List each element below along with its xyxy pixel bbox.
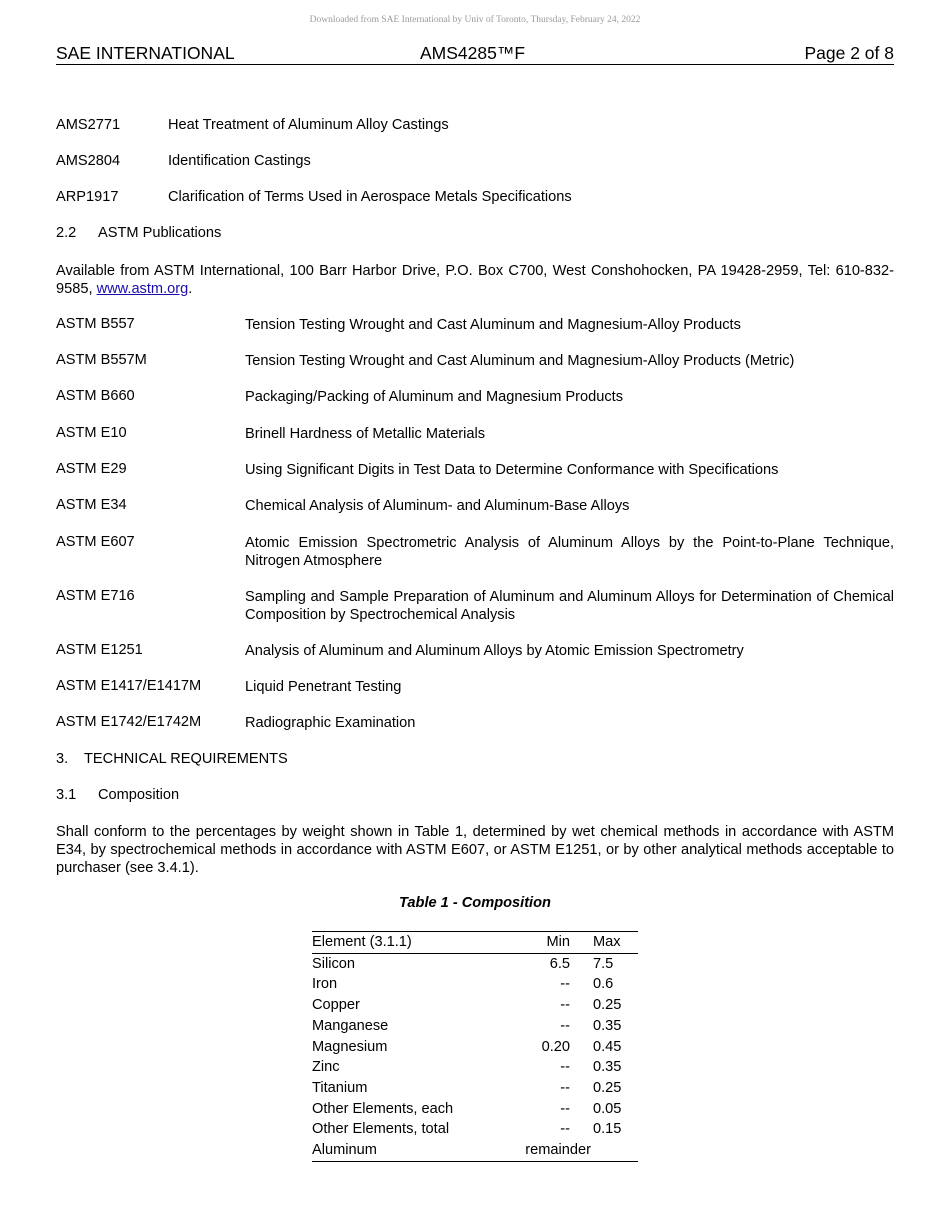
page-header bbox=[56, 43, 894, 65]
cell-min: -- bbox=[560, 976, 570, 993]
header-org: SAE INTERNATIONAL bbox=[56, 43, 235, 63]
cell-min: -- bbox=[560, 1017, 570, 1034]
table-row bbox=[312, 1119, 638, 1140]
reference-code: ASTM B557 bbox=[56, 316, 135, 332]
section-title: TECHNICAL REQUIREMENTS bbox=[84, 751, 288, 767]
cell-element: Magnesium bbox=[312, 1038, 388, 1055]
cell-min: -- bbox=[560, 1121, 570, 1138]
cell-max: 0.25 bbox=[593, 997, 622, 1014]
cell-element: Zinc bbox=[312, 1059, 340, 1076]
cell-min: -- bbox=[560, 997, 570, 1014]
cell-element: Titanium bbox=[312, 1079, 368, 1096]
astm-availability-text: Available from ASTM International, 100 Barr Harbor Drive, P.O. Box C700, West Conshohocken, PA 19428-2959, Tel: 610-832-9585, bbox=[56, 263, 894, 297]
astm-website-link[interactable]: www.astm.org bbox=[96, 281, 189, 297]
section-title: ASTM Publications bbox=[98, 225, 222, 241]
table-row bbox=[312, 974, 638, 995]
cell-max: 0.15 bbox=[593, 1121, 622, 1138]
reference-title: Liquid Penetrant Testing bbox=[245, 679, 402, 695]
reference-title: Radiographic Examination bbox=[245, 715, 416, 731]
table-1-title: Table 1 - Composition bbox=[399, 895, 551, 911]
section-title: Composition bbox=[98, 787, 180, 803]
cell-max: 0.45 bbox=[593, 1038, 622, 1055]
reference-title: Clarification of Terms Used in Aerospace Metals Specifications bbox=[168, 189, 572, 205]
reference-title: Brinell Hardness of Metallic Materials bbox=[245, 426, 486, 442]
reference-code: AMS2771 bbox=[56, 117, 121, 133]
reference-code: ASTM E34 bbox=[56, 497, 127, 513]
reference-title: Analysis of Aluminum and Aluminum Alloys by Atomic Emission Spectrometry bbox=[245, 643, 744, 659]
section-number: 3.1 bbox=[56, 787, 77, 803]
cell-min: -- bbox=[560, 1100, 570, 1117]
cell-element: Manganese bbox=[312, 1017, 389, 1034]
reference-title: Heat Treatment of Aluminum Alloy Castings bbox=[168, 117, 449, 133]
reference-code: ASTM B557M bbox=[56, 352, 147, 368]
table-row bbox=[312, 1016, 638, 1037]
reference-code: ASTM B660 bbox=[56, 388, 135, 404]
header-min: Min bbox=[546, 934, 570, 950]
reference-code: ASTM E1742/E1742M bbox=[56, 714, 202, 730]
reference-code: ASTM E1251 bbox=[56, 642, 143, 658]
table-row bbox=[312, 1078, 638, 1099]
header-element: Element (3.1.1) bbox=[312, 934, 412, 950]
reference-title: Tension Testing Wrought and Cast Aluminum and Magnesium-Alloy Products (Metric) bbox=[245, 353, 795, 369]
cell-min: -- bbox=[560, 1079, 570, 1096]
cell-max: 0.05 bbox=[593, 1100, 622, 1117]
download-watermark: Downloaded from SAE International by Univ of Toronto, Thursday, February 24, 2022 bbox=[309, 15, 641, 25]
table-row-remainder bbox=[312, 1140, 638, 1161]
cell-max: 0.35 bbox=[593, 1017, 622, 1034]
reference-title: Sampling and Sample Preparation of Aluminum and Aluminum Alloys for Determination of Chemical Composition by Spectrochemical Analysis bbox=[245, 589, 894, 623]
reference-title: Atomic Emission Spectrometric Analysis of Aluminum Alloys by the Point-to-Plane Technique, Nitrogen Atmosphere bbox=[245, 535, 894, 569]
section-number: 3. bbox=[56, 751, 69, 767]
table-row bbox=[312, 1099, 638, 1120]
table-row bbox=[312, 1037, 638, 1058]
section-number: 2.2 bbox=[56, 225, 77, 241]
cell-min: 6.5 bbox=[549, 955, 570, 972]
cell-element: Other Elements, total bbox=[312, 1121, 450, 1138]
table-row bbox=[312, 1057, 638, 1078]
astm-availability-suffix: . bbox=[188, 281, 193, 297]
cell-element: Aluminum bbox=[312, 1142, 377, 1159]
cell-max: 0.35 bbox=[593, 1059, 622, 1076]
reference-code: ASTM E1417/E1417M bbox=[56, 678, 202, 694]
reference-code: AMS2804 bbox=[56, 153, 121, 169]
header-doc-id: AMS4285™F bbox=[420, 43, 526, 63]
header-max: Max bbox=[593, 934, 621, 950]
reference-title: Using Significant Digits in Test Data to Determine Conformance with Specifications bbox=[245, 462, 779, 478]
reference-title: Chemical Analysis of Aluminum- and Aluminum-Base Alloys bbox=[245, 498, 630, 514]
table-header-row bbox=[312, 932, 638, 954]
reference-code: ASTM E29 bbox=[56, 461, 127, 477]
header-page-number: Page 2 of 8 bbox=[804, 43, 894, 63]
reference-title: Tension Testing Wrought and Cast Aluminum and Magnesium-Alloy Products bbox=[245, 317, 741, 333]
cell-element: Copper bbox=[312, 997, 360, 1014]
reference-code: ARP1917 bbox=[56, 189, 119, 205]
reference-code: ASTM E716 bbox=[56, 588, 135, 604]
reference-title: Packaging/Packing of Aluminum and Magnesium Products bbox=[245, 389, 624, 405]
cell-element: Iron bbox=[312, 976, 338, 993]
cell-max: 0.6 bbox=[593, 976, 614, 993]
reference-title: Identification Castings bbox=[168, 153, 311, 169]
cell-max: 7.5 bbox=[593, 955, 614, 972]
composition-table bbox=[312, 931, 638, 1162]
cell-min: 0.20 bbox=[541, 1038, 570, 1055]
cell-remainder: remainder bbox=[525, 1142, 591, 1159]
cell-max: 0.25 bbox=[593, 1079, 622, 1096]
cell-element: Silicon bbox=[312, 955, 355, 972]
reference-code: ASTM E10 bbox=[56, 425, 127, 441]
reference-code: ASTM E607 bbox=[56, 534, 135, 550]
table-row bbox=[312, 995, 638, 1016]
astm-availability-paragraph bbox=[56, 262, 894, 298]
table-row bbox=[312, 953, 638, 974]
cell-element: Other Elements, each bbox=[312, 1100, 454, 1117]
cell-min: -- bbox=[560, 1059, 570, 1076]
composition-paragraph: Shall conform to the percentages by weight shown in Table 1, determined by wet chemical methods in accordance with ASTM E34, by spectrochemical methods in accordance with ASTM E607, or ASTM E1251, or by other analytical methods acceptable to purchaser (see 3.4.1). bbox=[56, 824, 894, 876]
